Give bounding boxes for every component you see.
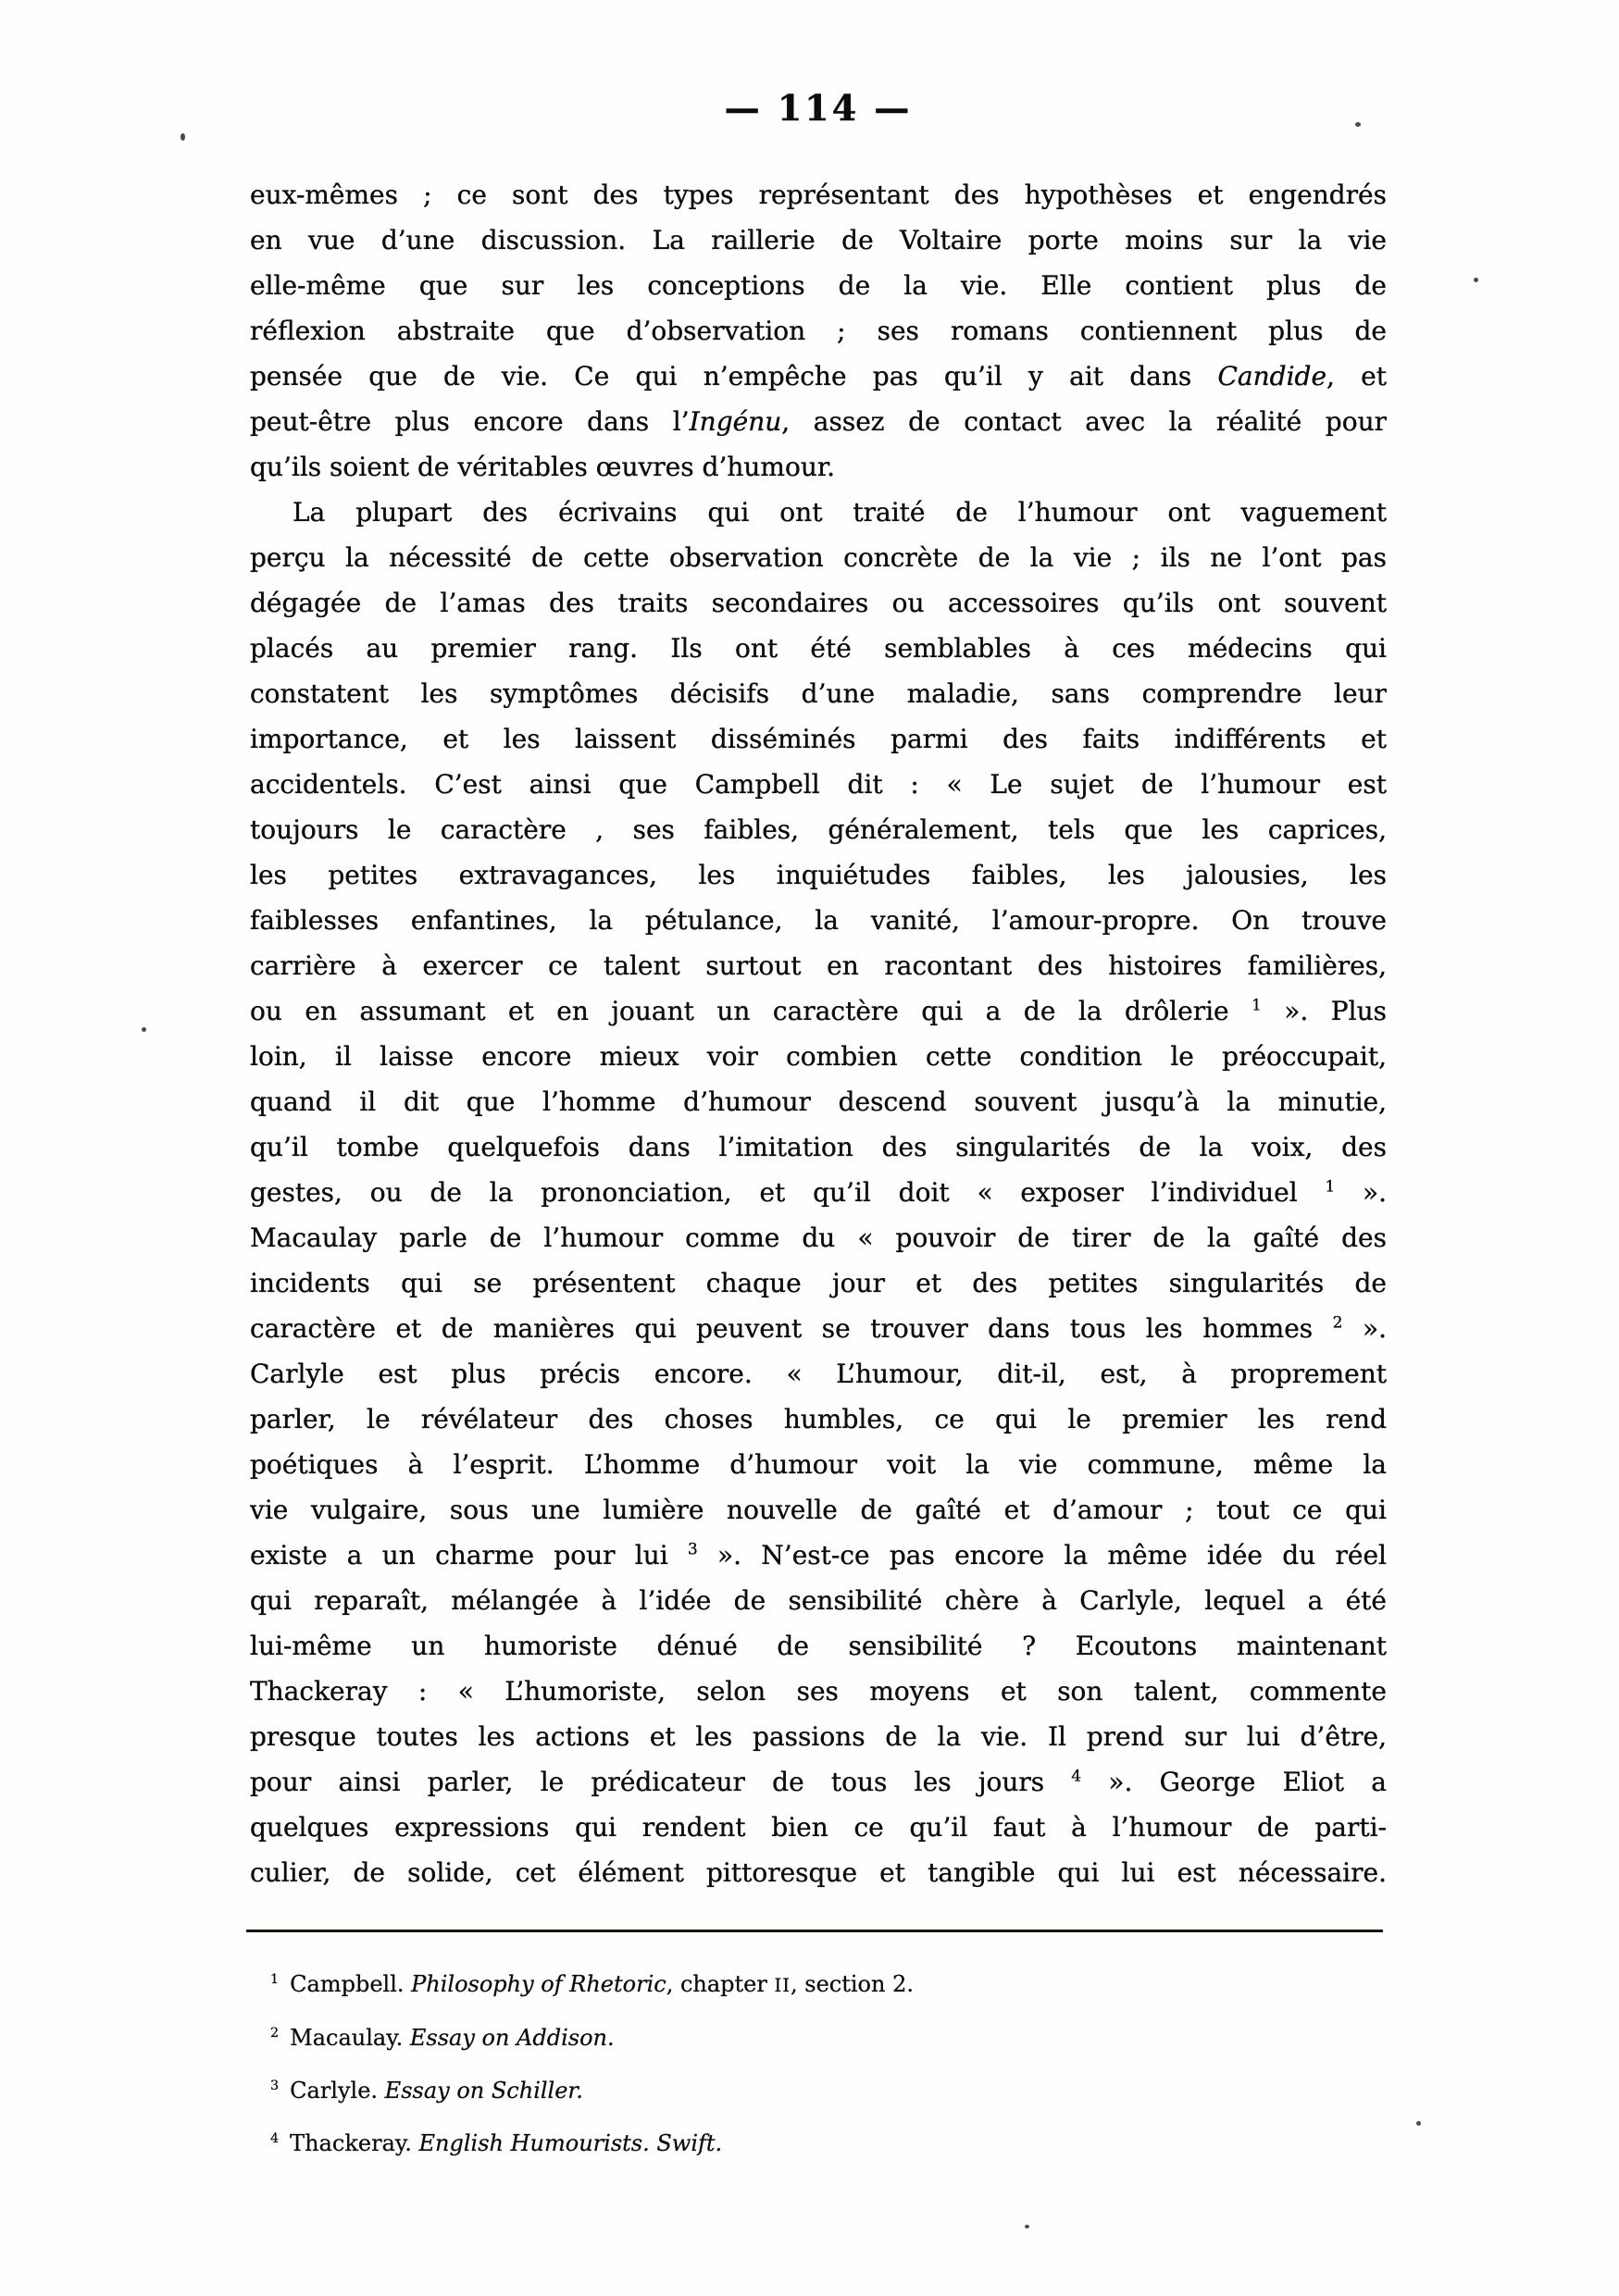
text-run: Essay on Schiller. (384, 2078, 583, 2104)
text-run: parler, le révélateur des choses humbles, ce qui le premier les rend (250, 1404, 1387, 1434)
text-run: caractère et de manières qui peuvent se trouver dans tous les hommes (250, 1313, 1333, 1344)
text-run: Macaulay parle de l’humour comme du « pouvoir de tirer de la gaîté des (250, 1222, 1387, 1253)
body-line (250, 1669, 1387, 1714)
text-run: quelques expressions qui rendent bien ce qu’il faut à l’humour de parti- (250, 1812, 1387, 1843)
body-line (250, 172, 1387, 217)
scan-speck (1474, 278, 1478, 282)
body-line (250, 671, 1387, 716)
body-line (250, 626, 1387, 671)
body-line (250, 217, 1387, 263)
text-run: English Humourists. Swift. (418, 2130, 723, 2156)
body-line (250, 716, 1387, 762)
text-run: pensée que de vie. Ce qui n’empêche pas qu’il y ait dans (250, 361, 1218, 391)
body-line (250, 580, 1387, 626)
body-line (250, 1714, 1387, 1759)
text-run: accidentels. C’est ainsi que Campbell dit : « Le sujet de l’humour est (250, 769, 1387, 800)
body-text (250, 172, 1387, 1895)
text-run: qui reparaît, mélangée à l’idée de sensibilité chère à Carlyle, lequel a été (250, 1585, 1387, 1616)
body-line (250, 1850, 1387, 1895)
body-line (250, 898, 1387, 943)
text-run: , chapter (666, 1971, 775, 1997)
text-run: poétiques à l’esprit. L’homme d’humour voit la vie commune, même la (250, 1449, 1387, 1480)
text-run: placés au premier rang. Ils ont été semblables à ces médecins qui (250, 633, 1387, 664)
body-line (250, 535, 1387, 580)
body-line (250, 354, 1387, 399)
text-run: Candide (1217, 361, 1327, 391)
text-run: ». George Eliot a (1081, 1767, 1387, 1797)
text-run: pour ainsi parler, le prédicateur de tous les jours (250, 1767, 1072, 1797)
body-line (250, 1034, 1387, 1079)
footnote-number: 2 (270, 2026, 280, 2041)
footnote-number: 3 (270, 2079, 280, 2093)
text-run: loin, il laisse encore mieux voir combien cette condition le préoccupait, (250, 1041, 1387, 1072)
text-run: Thackeray : « L’humoriste, selon ses moyens et son talent, commente (250, 1676, 1387, 1706)
text-run: vie vulgaire, sous une lumière nouvelle de gaîté et d’amour ; tout ce qui (250, 1495, 1387, 1525)
text-run: perçu la nécessité de cette observation concrète de la vie ; ils ne l’ont pas (250, 542, 1387, 573)
text-run: qu’ils soient de véritables œuvres d’humour. (250, 452, 836, 482)
body-line (250, 1578, 1387, 1623)
text-run: gestes, ou de la prononciation, et qu’il doit « exposer l’individuel (250, 1177, 1326, 1208)
footnote (270, 1958, 1387, 2012)
text-run: elle-même que sur les conceptions de la vie. Elle contient plus de (250, 270, 1387, 301)
body-line (250, 308, 1387, 354)
body-line (250, 399, 1387, 444)
body-line (250, 1260, 1387, 1306)
body-line (250, 762, 1387, 807)
footnote (270, 2117, 1387, 2170)
body-line (250, 263, 1387, 308)
body-line (250, 1306, 1387, 1351)
text-run: II (774, 1975, 791, 1996)
scan-speck (1025, 2225, 1029, 2228)
footnote-reference-marker: 1 (1325, 1176, 1336, 1196)
scan-speck (181, 133, 185, 141)
text-run: faiblesses enfantines, la pétulance, la vanité, l’amour-propre. On trouve (250, 905, 1387, 936)
scan-speck (142, 1027, 146, 1032)
text-run: Philosophy of Rhetoric (411, 1971, 666, 1997)
text-run: Ingénu (689, 406, 782, 437)
footnote-number: 1 (270, 1972, 280, 1987)
text-run: Carlyle. (290, 2078, 385, 2104)
text-run: existe a un charme pour lui (250, 1540, 689, 1570)
text-run: qu’il tombe quelquefois dans l’imitation des singularités de la voix, des (250, 1132, 1387, 1162)
body-line (250, 1623, 1387, 1669)
text-run: toujours le caractère , ses faibles, généralement, tels que les caprices, (250, 814, 1387, 845)
text-run: incidents qui se présentent chaque jour et des petites singularités de (250, 1268, 1387, 1298)
body-line (250, 943, 1387, 988)
text-run: , assez de contact avec la réalité pour (781, 406, 1387, 437)
footnote-reference-marker: 3 (688, 1539, 698, 1558)
body-line (250, 1215, 1387, 1260)
text-run: presque toutes les actions et les passions de la vie. Il prend sur lui d’être, (250, 1721, 1387, 1752)
text-run: quand il dit que l’homme d’humour descend souvent jusqu’à la minutie, (250, 1086, 1387, 1117)
body-line (250, 490, 1387, 535)
body-line (250, 807, 1387, 852)
footnote-separator-rule (246, 1930, 1383, 1932)
body-line (250, 444, 1387, 490)
body-line (250, 852, 1387, 898)
text-run: ou en assumant et en jouant un caractère qui a de la drôlerie (250, 996, 1252, 1026)
text-run: , et (1326, 361, 1387, 391)
text-run: , section 2. (791, 1971, 914, 1997)
text-run: ». N’est-ce pas encore la même idée du réel (697, 1540, 1387, 1570)
footnote-reference-marker: 4 (1071, 1766, 1082, 1785)
footnote-number: 4 (270, 2131, 280, 2146)
text-run: Thackeray. (290, 2130, 419, 2156)
body-line (250, 1079, 1387, 1124)
text-run: ». (1335, 1177, 1387, 1208)
body-line (250, 1351, 1387, 1396)
text-run: lui-même un humoriste dénué de sensibilité ? Ecoutons maintenant (250, 1631, 1387, 1661)
body-line (250, 1170, 1387, 1215)
text-run: Essay on Addison. (409, 2025, 615, 2051)
scan-speck (1416, 2121, 1421, 2126)
body-line (250, 1124, 1387, 1170)
body-line (250, 988, 1387, 1034)
text-run: en vue d’une discussion. La raillerie de Voltaire porte moins sur la vie (250, 225, 1387, 255)
text-run: peut-être plus encore dans l’ (250, 406, 690, 437)
body-line (250, 1487, 1387, 1533)
body-line (250, 1805, 1387, 1850)
scan-speck (1355, 122, 1361, 127)
text-run: constatent les symptômes décisifs d’une maladie, sans comprendre leur (250, 678, 1387, 709)
text-run: ». (1342, 1313, 1387, 1344)
text-run: eux-mêmes ; ce sont des types représentant des hypothèses et engendrés (250, 180, 1387, 210)
footnotes (270, 1958, 1387, 2170)
text-run: Campbell. (290, 1971, 412, 1997)
footnote-reference-marker: 1 (1252, 995, 1262, 1014)
body-line (250, 1533, 1387, 1578)
body-line (250, 1442, 1387, 1487)
body-line (250, 1759, 1387, 1805)
text-run: ». Plus (1261, 996, 1387, 1026)
footnote (270, 2065, 1387, 2117)
footnote-reference-marker: 2 (1332, 1312, 1343, 1332)
body-line (250, 1396, 1387, 1442)
text-run: les petites extravagances, les inquiétudes faibles, les jalousies, les (250, 860, 1387, 890)
text-run: dégagée de l’amas des traits secondaires ou accessoires qu’ils ont souvent (250, 588, 1387, 618)
footnote (270, 2012, 1387, 2065)
text-run: importance, et les laissent disséminés parmi des faits indifférents et (250, 724, 1387, 754)
text-run: Carlyle est plus précis encore. « L’humour, dit-il, est, à proprement (250, 1359, 1387, 1389)
text-run: Macaulay. (290, 2025, 410, 2051)
text-run: carrière à exercer ce talent surtout en racontant des histoires familières, (250, 950, 1387, 981)
page-number: — 114 — (724, 87, 913, 129)
text-run: réflexion abstraite que d’observation ; ses romans contiennent plus de (250, 316, 1387, 346)
text-run: culier, de solide, cet élément pittoresque et tangible qui lui est nécessaire. (250, 1857, 1387, 1888)
text-run: La plupart des écrivains qui ont traité de l’humour ont vaguement (293, 497, 1387, 527)
